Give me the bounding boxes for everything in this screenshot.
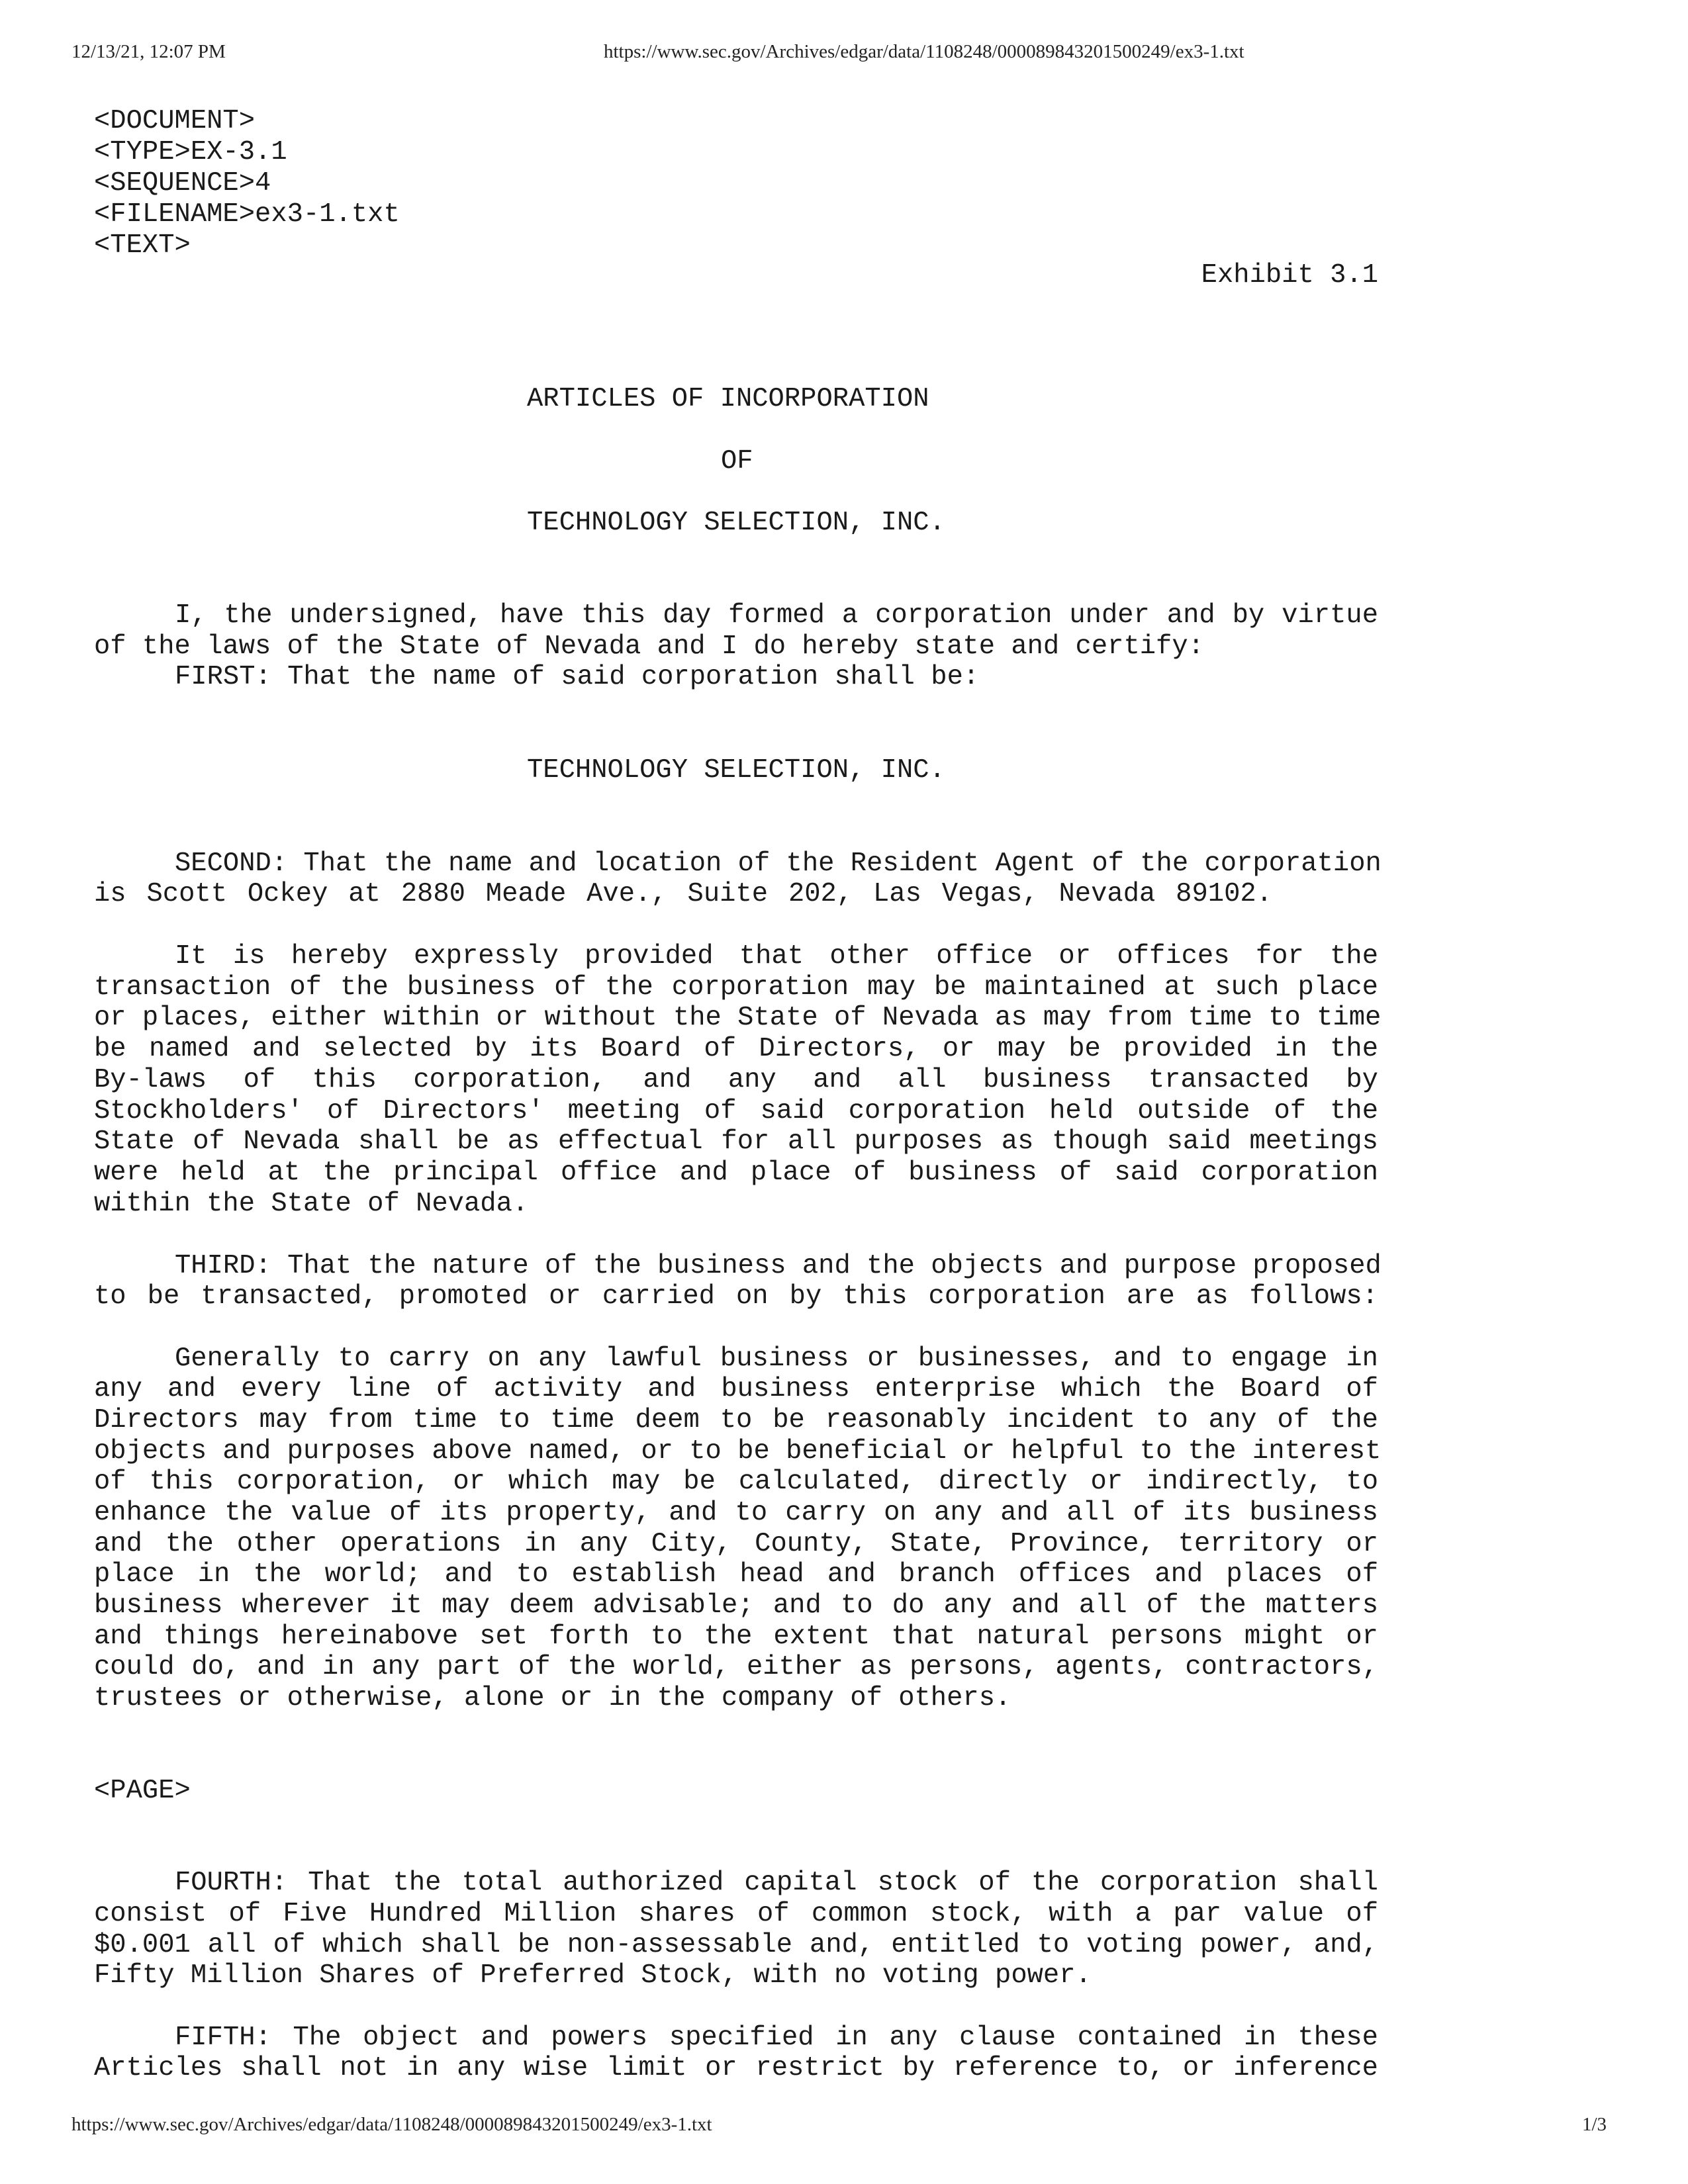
generally-line-11: could do, and in any part of the world, either as persons, agents, contractors, [94, 1652, 1378, 1682]
title-line-2: OF [721, 446, 753, 477]
generally-line-10: and things hereinabove set forth to the extent that natural persons might or [94, 1621, 1378, 1652]
offices-line-5: By-laws of this corporation, and any and all business transacted by [94, 1065, 1378, 1095]
third-line-1: THIRD: That the nature of the business and the objects and purpose proposed [175, 1251, 1382, 1281]
offices-line-7: State of Nevada shall be as effectual for all purposes as though said meetings [94, 1126, 1378, 1157]
tag-text: <TEXT> [94, 230, 191, 261]
intro-line-2: of the laws of the State of Nevada and I do hereby state and certify: [94, 631, 1204, 662]
generally-line-1: Generally to carry on any lawful business or businesses, and to engage in [175, 1343, 1378, 1374]
offices-line-9: within the State of Nevada. [94, 1189, 529, 1219]
tag-sequence: <SEQUENCE>4 [94, 168, 271, 199]
generally-line-4: objects and purposes above named, or to be beneficial or helpful to the interest [94, 1436, 1382, 1467]
offices-line-1: It is hereby expressly provided that other office or offices for the [175, 941, 1378, 972]
title-line-1: ARTICLES OF INCORPORATION [527, 384, 929, 414]
print-page-number: 1/3 [1582, 2114, 1607, 2135]
intro-line-1: I, the undersigned, have this day formed a corporation under and by virtue [175, 600, 1378, 631]
second-line-1: SECOND: That the name and location of the Resident Agent of the corporation [175, 848, 1382, 879]
tag-type: <TYPE>EX-3.1 [94, 137, 287, 167]
print-header-url[interactable]: https://www.sec.gov/Archives/edgar/data/1108248/000089843201500249/ex3-1.txt [604, 41, 1244, 62]
tag-page: <PAGE> [94, 1776, 191, 1806]
generally-line-9: business wherever it may deem advisable; and to do any and all of the matters [94, 1590, 1378, 1621]
generally-line-3: Directors may from time to time deem to be reasonably incident to any of the [94, 1405, 1378, 1435]
generally-line-8: place in the world; and to establish head and branch offices and places of [94, 1559, 1378, 1590]
generally-line-5: of this corporation, or which may be calculated, directly or indirectly, to [94, 1467, 1378, 1497]
generally-line-12: trustees or otherwise, alone or in the company of others. [94, 1683, 1011, 1713]
generally-line-6: enhance the value of its property, and to carry on any and all of its business [94, 1498, 1378, 1528]
offices-line-6: Stockholders' of Directors' meeting of said corporation held outside of the [94, 1096, 1378, 1126]
offices-line-2: transaction of the business of the corporation may be maintained at such place [94, 972, 1378, 1003]
fourth-line-1: FOURTH: That the total authorized capital stock of the corporation shall [175, 1868, 1378, 1898]
third-line-2: to be transacted, promoted or carried on by this corporation are as follows: [94, 1281, 1378, 1312]
exhibit-label: Exhibit 3.1 [1201, 260, 1378, 291]
offices-line-8: were held at the principal office and place of business of said corporation [94, 1158, 1378, 1188]
offices-line-3: or places, either within or without the State of Nevada as may from time to time [94, 1003, 1382, 1033]
tag-filename: <FILENAME>ex3-1.txt [94, 199, 400, 230]
offices-line-4: be named and selected by its Board of Directors, or may be provided in the [94, 1034, 1378, 1064]
second-line-2: is Scott Ockey at 2880 Meade Ave., Suite 202, Las Vegas, Nevada 89102. [94, 879, 1272, 909]
first-clause: FIRST: That the name of said corporation shall be: [175, 662, 980, 692]
fourth-line-3: $0.001 all of which shall be non-assessable and, entitled to voting power, and, [94, 1930, 1378, 1960]
print-footer-url[interactable]: https://www.sec.gov/Archives/edgar/data/1108248/000089843201500249/ex3-1.txt [71, 2114, 712, 2135]
fifth-line-1: FIFTH: The object and powers specified in any clause contained in these [175, 2023, 1378, 2053]
print-datetime: 12/13/21, 12:07 PM [71, 41, 226, 62]
fourth-line-4: Fifty Million Shares of Preferred Stock, with no voting power. [94, 1960, 1092, 1991]
generally-line-2: any and every line of activity and business enterprise which the Board of [94, 1374, 1378, 1404]
tag-document: <DOCUMENT> [94, 106, 256, 136]
fifth-line-2: Articles shall not in any wise limit or restrict by reference to, or inference [94, 2053, 1378, 2083]
corporation-name: TECHNOLOGY SELECTION, INC. [527, 755, 945, 786]
fourth-line-2: consist of Five Hundred Million shares of common stock, with a par value of [94, 1899, 1378, 1929]
title-line-3: TECHNOLOGY SELECTION, INC. [527, 508, 945, 538]
generally-line-7: and the other operations in any City, County, State, Province, territory or [94, 1529, 1378, 1559]
